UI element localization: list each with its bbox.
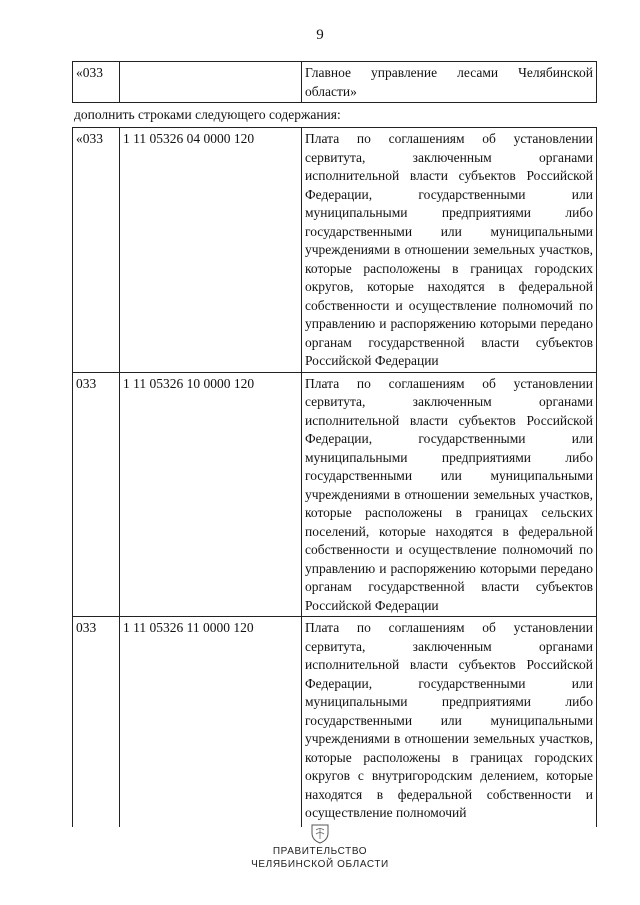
admin-code-cell: 033 <box>73 372 120 617</box>
header-table <box>72 61 597 103</box>
coat-of-arms-icon <box>308 822 332 844</box>
revenue-description-cell: Плата по соглашениям об установлении сервитута, заключенным органами исполнительной власти субъектов Российской Федерации, государственными или муниципальными предприятиями либо государственными или муниципальными учреждениями в отношении земельных участков, которые расположены в границах городских округов, которые находятся в федеральной собственности и осуществление полномочий по управлению и распоряжению которыми передано органам государственной власти субъектов Российской Федерации <box>302 128 597 373</box>
revenue-description-cell: Плата по соглашениям об установлении сервитута, заключенным органами исполнительной власти субъектов Российской Федерации, государственными или муниципальными предприятиями либо государственными или муниципальными учреждениями в отношении земельных участков, которые расположены в границах сельских поселений, которые находятся в федеральной собственности и осуществление полномочий по управлению и распоряжению которыми передано органам государственной власти субъектов Российской Федерации <box>302 372 597 617</box>
amendment-table <box>72 127 597 827</box>
table-row <box>73 62 597 103</box>
stamp-line-1: ПРАВИТЕЛЬСТВО <box>272 846 368 857</box>
revenue-description-cell: Плата по соглашениям об установлении сервитута, заключенным органами исполнительной власти субъектов Российской Федерации, государственными или муниципальными предприятиями либо государственными или муниципальными учреждениями в отношении земельных участков, которые расположены в границах городских округов с внутригородским делением, которые находятся в федеральной собственности и осуществление полномочий <box>302 617 597 828</box>
admin-code-cell: 033 <box>73 617 120 828</box>
admin-code-cell: «033 <box>73 62 120 103</box>
table-row <box>73 372 597 617</box>
administrator-name-cell: Главное управление лесами Челябинской области» <box>302 62 597 103</box>
stamp-line-2: ЧЕЛЯБИНСКОЙ ОБЛАСТИ <box>251 859 389 870</box>
page-number: 9 <box>316 27 324 43</box>
table-row <box>73 617 597 828</box>
budget-code-cell: 1 11 05326 10 0000 120 <box>120 372 302 617</box>
budget-code-cell: 1 11 05326 04 0000 120 <box>120 128 302 373</box>
admin-code-cell: «033 <box>73 128 120 373</box>
budget-code-cell <box>120 62 302 103</box>
amendment-instruction: дополнить строками следующего содержания: <box>74 107 341 122</box>
budget-code-cell: 1 11 05326 11 0000 120 <box>120 617 302 828</box>
table-row <box>73 128 597 373</box>
